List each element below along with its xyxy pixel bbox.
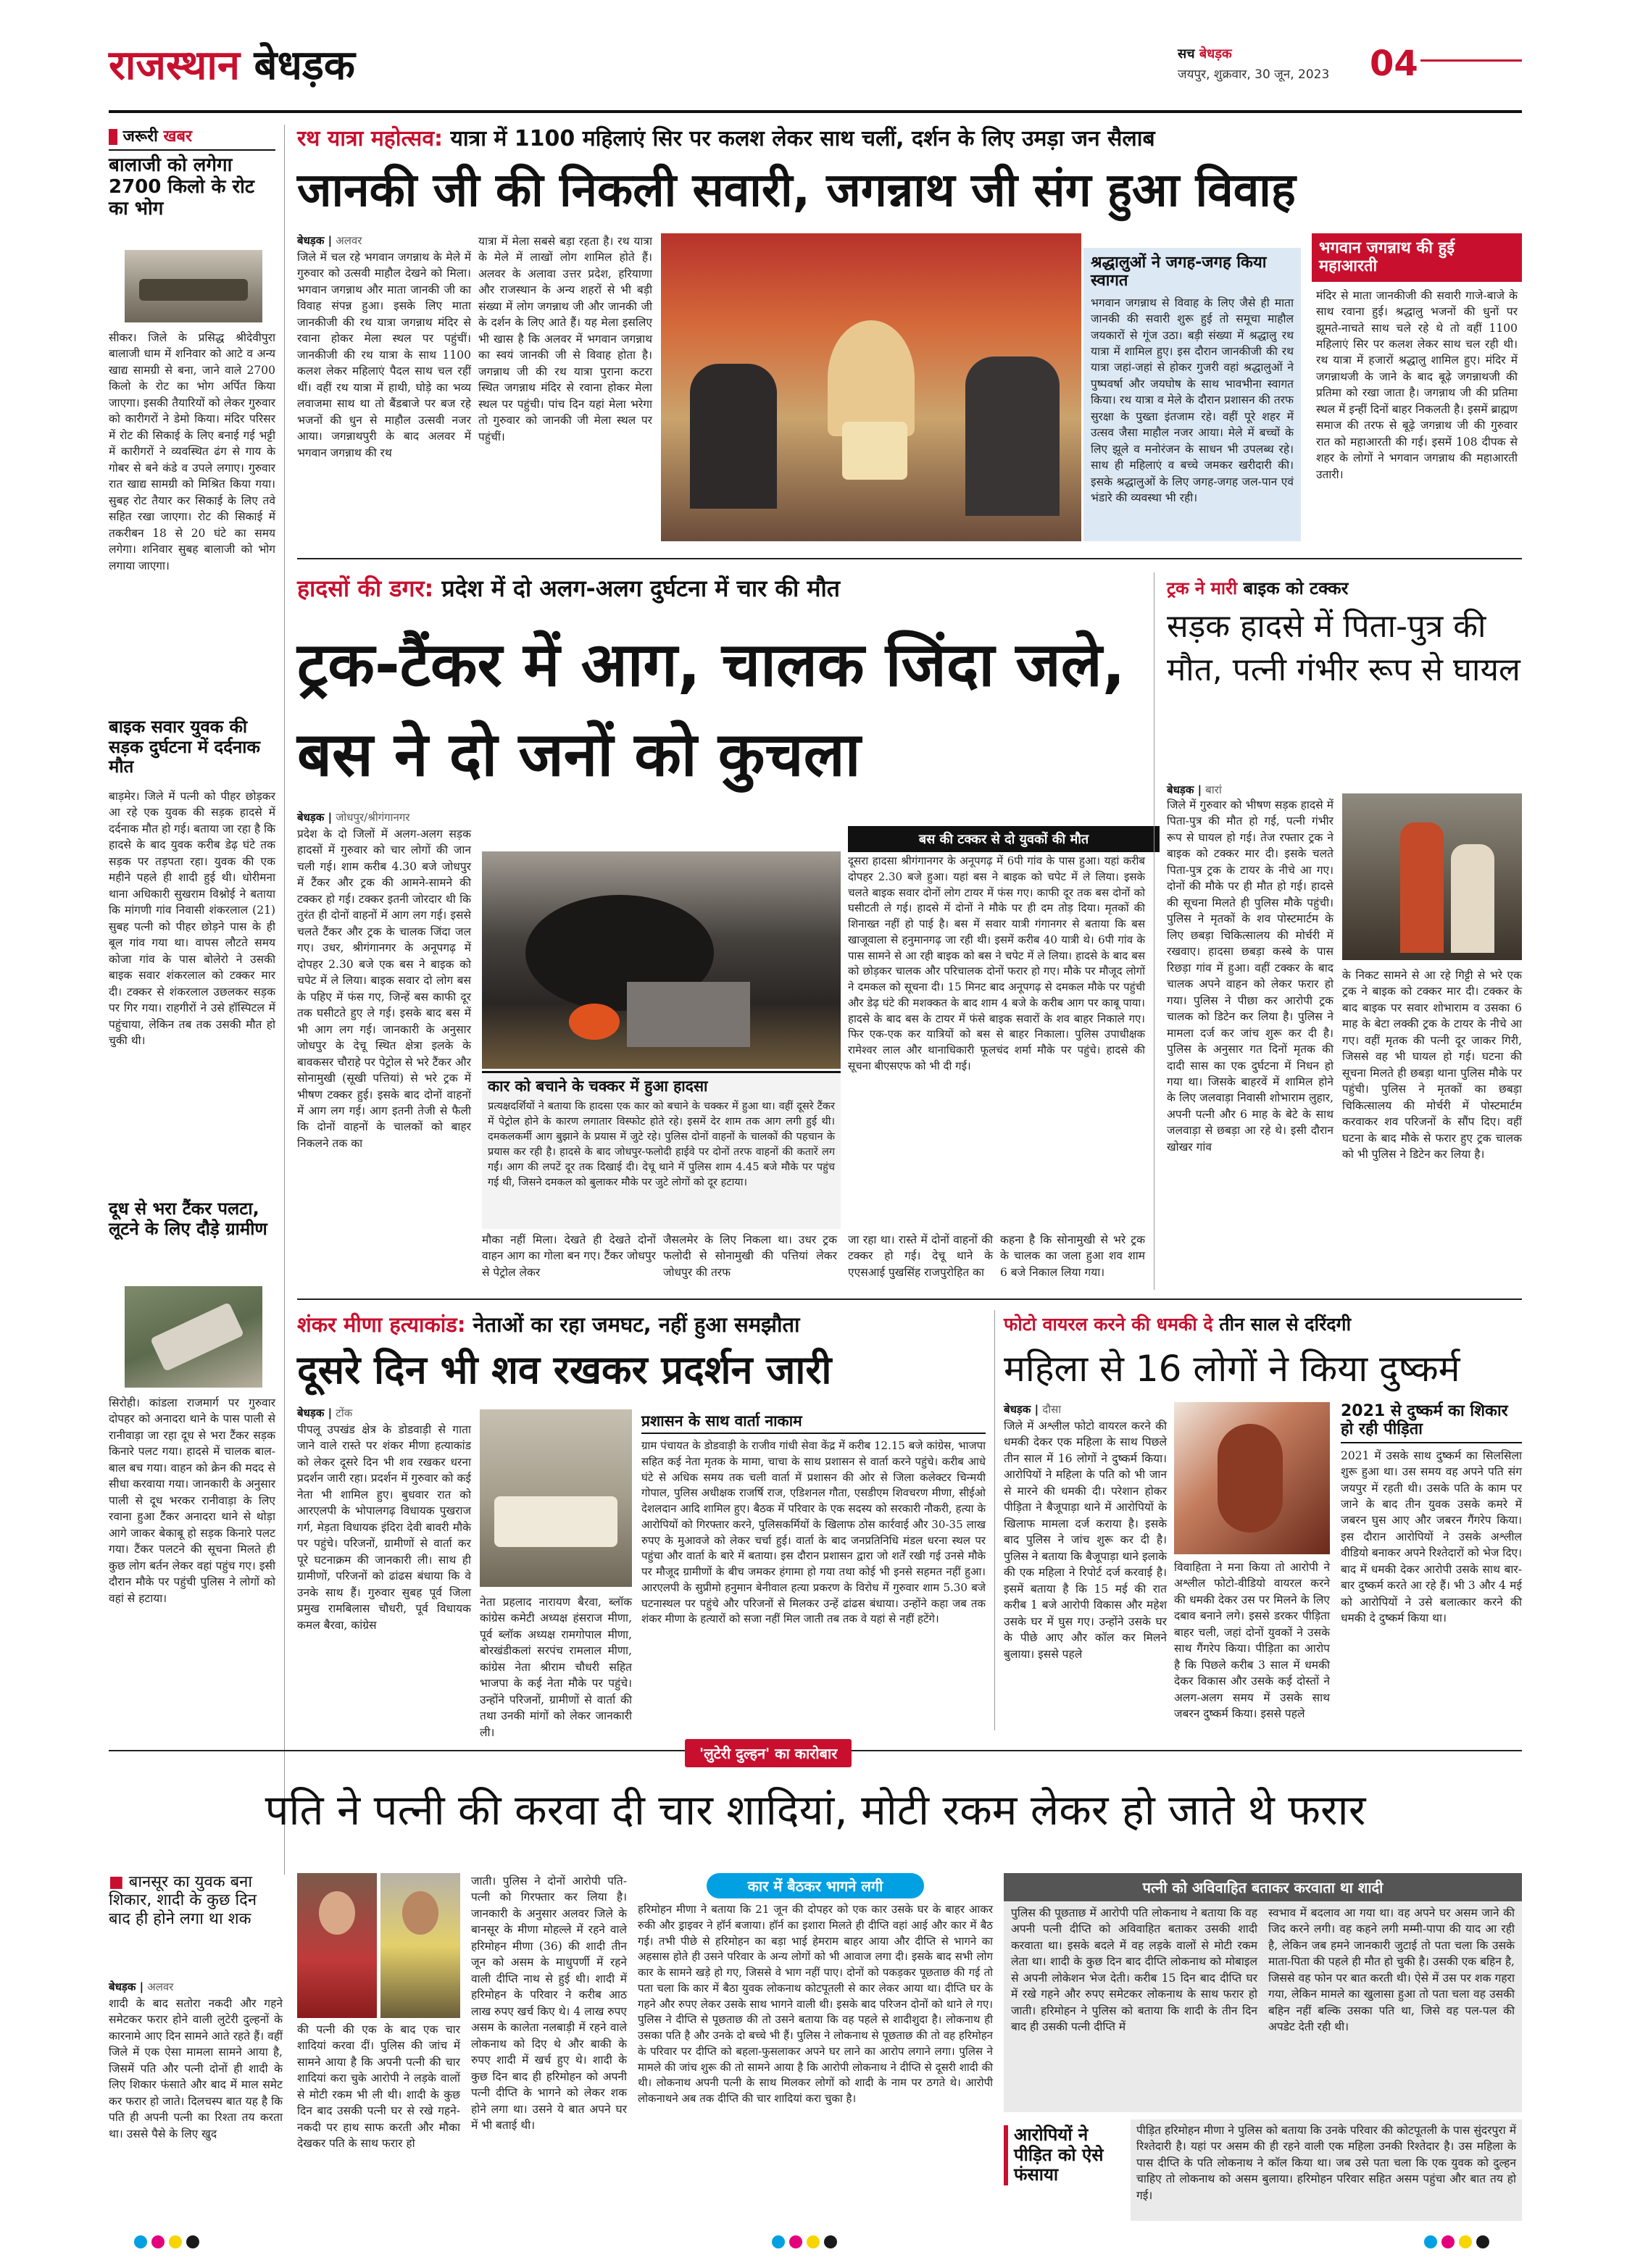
hadse-rule <box>297 1298 1522 1300</box>
shankar-kicker <box>297 1310 986 1338</box>
mahila-headline: महिला से 16 लोगों ने किया दुष्कर्म <box>1004 1348 1460 1390</box>
registration-dots-left <box>134 2235 204 2251</box>
rath-kicker-rest: यात्रा में 1100 महिलाएं सिर पर कलश लेकर साथ चलीं, दर्शन के लिए उमड़ा जन सैलाब <box>450 126 1155 151</box>
shankar-box-title: प्रशासन के साथ वार्ता नाकाम <box>641 1409 986 1434</box>
byline-location: दौसा <box>1042 1403 1062 1416</box>
yellow-dot-icon <box>807 2235 820 2248</box>
sidebar-story1-body: सीकर। जिले के प्रसिद्ध श्रीदेवीपुरा बालाजी धाम में शनिवार को आटे व अन्य खाद्य सामग्री से बना, जाने वाले 2700 किलो के रोट का भोग अर्पित किया जाएगा। इसकी तैयारियों को लेकर गुरुवार को कारीगरों ने डेमो किया। मंदिर परिसर में रोट की सिकाई के लिए बनाई गई भट्टी में कारीगरों ने व्यवस्थित ढंग से गाय के गोबर से बने कंडे व उपले लगाए। गुरुवार रात खाद्य सामग्री को मिश्रित किया गया। सुबह रोट तैयार कर सिकाई के लिए तवे सहित रखा जाएगा। रोट की सिकाई में तकरीबन 18 से 20 घंटे का समय लगेगा। शनिवार सुबह बालाजी को भोग लगाया जाएगा। <box>109 331 275 572</box>
shankar-col1: पीपलू उपखंड क्षेत्र के डोडवाड़ी से गाता जाने वाले रास्ते पर शंकर मीणा हत्याकांड को लेकर दूसरे दिन भी शव रखकर धरना प्रदर्शन जारी रहा। प्रदर्शन में गुरुवार को कई नेता भी शामिल हुए। बुधवार रात को आरएलपी के भोपालगढ़ विधायक पुखराज गर्ग, मेड़ता विधायक इंदिरा देवी बावरी मौके पर पहुंचे। परिजनों, ग्रामीणों से वार्ता कर पूरे घटनाक्रम की जानकारी ली। साथ ही ग्रामीणों, परिजनों को ढांढस बंधाया कि वे उनके साथ हैं। गुरुवार सुबह पूर्व जिला प्रमुख रामबिलास चौधरी, पूर्व विधायक कमल बैरवा, कांग्रेस <box>297 1423 471 1632</box>
truck-photo <box>1342 793 1522 960</box>
tagline-brand: बेधड़क <box>1199 46 1232 62</box>
sidebar-story1-headline: बालाजी को लगेगा 2700 किलो के रोट का भोग <box>109 154 255 220</box>
tagline-prefix: सच <box>1178 46 1195 62</box>
hadse-col-right: दूसरा हादसा श्रीगंगानगर के अनूपगढ़ में 6पी गांव के पास हुआ। यहां करीब दोपहर 2.30 बजे हुआ। यहां बस ने बाइक को चपेट में ले लिया। इसके चलते बाइक सवार दोनों लोग टायर में फंस गए। काफी दूर तक बस दोनों को घसीटती ले गई। हादसे में दोनों ने मौके पर ही दम तोड़ दिया। मृतकों की शिनाख्त नहीं हो पाई है। बस में सवार यात्री गंगानगर से बताया कि बस खाजूवाला से हनुमानगढ़ जा रही थी। इसमें करीब 40 यात्री थे। 6पी गांव के पास सामने से आ रही बाइक को बस ने चपेट में ले लिया। हादसे के बाद बस को छोड़कर चालक और परिचालक दोनों फरार हो गए। मौके पर मौजूद लोगों ने दमकल को सूचना दी। 15 मिनट बाद अनूपगढ़ से दमकल मौके पर पहुंची और डेढ़ घंटे की मशक्कत के बाद शाम 4 बजे के करीब आग पर काबू पाया। हादसे के बाद बस के टायर में फंसे बाइक सवारों के शव बाहर निकाले गए। फिर एक-एक कर यात्रियों को बस से बाहर निकाला। पुलिस उपाधीक्षक रामेश्वर लाल और थानाधिकारी फूलचंद शर्मा मौके पर पहुंचे। हादसे की सूचना बीएसएफ को भी दी गई। <box>848 854 1145 1072</box>
byline-name: बेधड़क <box>1004 1403 1031 1416</box>
masthead-rule <box>109 110 1522 113</box>
rath-box1 <box>1083 248 1301 541</box>
byline-location: अलवर <box>147 1980 174 1993</box>
byline-location: जोधपुर/श्रीगंगानगर <box>336 811 410 824</box>
hadse-kicker <box>297 572 1145 604</box>
sidebar-story2-headline: बाइक सवार युवक की सड़क दुर्घटना में दर्दनाक मौत <box>109 717 260 777</box>
dulhan-photo-bride <box>297 1873 377 2018</box>
sidebar-story2-body: बाड़मेर। जिले में पत्नी को पीहर छोड़कर आ रहे एक युवक की सड़क हादसे में दर्दनाक मौत हो गई। बताया जा रहा है कि हादसे के बाद युवक करीब डेढ़ घंटे तक सड़क पर तड़पता रहा। युवक की एक महीने पहले ही शादी हुई थी। धोरीमना थाना अधिकारी सुखराम विश्नोई ने बताया कि मांगणी गांव निवासी शंकरलाल (21) सुबह पत्नी को पीहर छोड़ने पास के ही बूल गांव गया था। वापस लौटते समय कोजा गांव के पास बोलेरो ने उसकी बाइक सवार शंकरलाल को टक्कर मार दी। टक्कर से शंकरलाल उछलकर सड़क पर गिर गया। राहगीरों ने उसे हॉस्पिटल में पहुंचाया, लेकिन तब तक उसकी मौत हो चुकी थी। <box>109 790 275 1048</box>
sidebar-story3-body: सिरोही। कांडला राजमार्ग पर गुरुवार दोपहर को अनादरा थाने के पास पाली से रानीवाड़ा जा रहा दूध से भरा टैंकर सड़क किनारे पलट गया। हादसे में चालक बाल-बाल बच गया। वाहन को क्रेन की मदद से सीधा करवाया गया। जानकारी के अनुसार पाली से दूध भरकर रानीवाड़ा के लिए रवाना हुआ टैंकर अनादरा थाने से थोड़ा आगे जाकर बेकाबू हो सड़क किनारे पलट गया। टैंकर पलटने की सूचना मिलते ही कुछ लोग बर्तन लेकर वहां पहुंच गए। इसी दौरान मौके पर पहुंची पुलिस ने लोगों को वहां से हटाया। <box>109 1396 275 1605</box>
rath-byline: बेधड़क | अलवर <box>297 234 362 247</box>
mahila-photo <box>1174 1402 1330 1554</box>
sidebar-story3-photo <box>125 1286 262 1388</box>
yellow-dot-icon <box>169 2235 182 2248</box>
registration-dots-center <box>772 2235 841 2251</box>
rath-headline: जानकी जी की निकली सवारी, जगन्नाथ जी संग हुआ विवाह <box>297 164 1296 217</box>
sidebar-header-a: जरूरी <box>122 128 158 146</box>
hadse-kicker-label: हादसों की डगर: <box>297 575 434 602</box>
mahila-box <box>1341 1402 1522 1732</box>
hadse-bottom3: जा रहा था। रास्ते में दोनों वाहनों की टक्कर हो गई। देचू थाने के एएसआई पुखसिंह राजपुरोहित का <box>848 1233 993 1279</box>
shankar-box-body: ग्राम पंचायत के डोडवाड़ी के राजीव गांधी सेवा केंद्र में करीब 12.15 बजे कांग्रेस, भाजपा सहित कई नेता मृतक के मामा, चाचा के साथ प्रशासन से वार्ता करने पहुंचे। करीब आधे घंटे से अधिक समय तक चली वार्ता में प्रशासन की ओर से जिला कलेक्टर चिन्मयी गोपाल, पुलिस अधीक्षक राजर्षि राज, एडिशनल गौता, एसडीएम शिवचरण मीणा, सीईओ देशलदान आदि शामिल हुए। बैठक में परिवार के एक सदस्य को सरकारी नौकरी, हत्या के आरोपियों को गिरफ्तार करने, पुलिसकर्मियों के खिलाफ ठोस कार्रवाई और 30-35 लाख रुपए के मुआवजे को लेकर चर्चा हुई। वार्ता के बाद जनप्रतिनिधि मंडल धरना स्थल पर पहुंचा और वार्ता के बारे में बताया। इस दौरान प्रशासन द्वारा जो शर्तें रखी गई उनसे मौके पर मौजूद ग्रामीणों के बीच जमकर हंगामा हो गया तथा कोई भी इनसे सहमत नहीं हुआ। आरएलपी के सुप्रीमो हनुमान बेनीवाल हत्या प्रकरण के विरोध में गुरुवार शाम 5.30 बजे घटनास्थल पर पहुंचे और परिजनों से मिलकर उन्हें ढांढस बंधाया। उन्होंने कहा जब तक शंकर मीणा के हत्यारों को सजा नहीं मिल जाती तब तक वे यहां से नहीं हटेंगे। <box>641 1439 986 1626</box>
cyan-dot-icon <box>134 2235 147 2248</box>
byline-name: बेधड़क <box>297 811 325 824</box>
dulhan-box2-col2: स्वभाव में बदलाव आ गया था। वह अपने घर असम जाने की जिद करने लगी। वह कहने लगी मम्मी-पापा की याद आ रही है, लेकिन जब हमने जानकारी जुटाई तो पता चला कि उसके माता-पिता की पहले ही मौत हो चुकी है। उसकी एक बहिन है, जिससे वह फोन पर बात करती थी। ऐसे में उस पर शक गहरा गया, लेकिन मामले का खुलासा हुआ तो पता चला वह उसकी बहिन नहीं बल्कि उसका पति था, जिसे वह पल-पल की अपडेट देती रही थी। <box>1268 1906 1515 2034</box>
rath-rule <box>297 558 1522 559</box>
hadse-inset-body: प्रत्यक्षदर्शियों ने बताया कि हादसा एक कार को बचाने के चक्कर में हुआ था। वहीं दूसरे टैंकर में पेट्रोल होने के कारण लगातार विस्फोट होते रहे। इसमें देर शाम तक आग लगी हुई थी। दमकलकर्मी आग बुझाने के प्रयास में जुटे रहे। पुलिस दोनों वाहनों के चालकों की पहचान के प्रयास कर रही है। हादसे के बाद जोधपुर-फलोदी हाईवे पर दोनों तरफ वाहनों की कतारें लग गईं। आग की लपटें दूर तक दिखाई दी। देचू थाने में पुलिस शाम 4.45 बजे मौके पर पहुंच गई थी, जिसने दमकल को बुलाकर मौके पर जुटे लोगों को दूर हटाया। <box>488 1101 835 1189</box>
dulhan-box2 <box>1004 1873 1522 2112</box>
masthead <box>109 41 1522 106</box>
shankar-kicker-rest: नेताओं का रहा जमघट, नहीं हुआ समझौता <box>473 1312 800 1337</box>
masthead-title <box>109 41 355 91</box>
dulhan-box3-body: पीड़ित हरिमोहन मीणा ने पुलिस को बताया कि उनके परिवार की कोटपूतली के पास सुंदरपुरा में रिश्तेदारी है। यहां पर असम की ही रहने वाली एक महिला उनकी रिश्तेदार है। उस महिला के पास दीप्ति के पति लोकनाथ ने कॉल किया था। जब उसे पता चला कि एक युवक को दुल्हन चाहिए तो लोकनाथ को असम बुलाया। हरिमोहन परिवार सहित असम पहुंचा और बात तय हो गई। <box>1131 2119 1522 2221</box>
mahila-box-title: 2021 से दुष्कर्म का शिकार हो रही पीड़िता <box>1341 1402 1522 1443</box>
mahila-byline: बेधड़क | दौसा <box>1004 1403 1062 1416</box>
dulhan-side-headline-text: बानसूर का युवक बना शिकार, शादी के कुछ दिन बाद ही होने लगा था शक <box>109 1873 257 1928</box>
shankar-box <box>641 1409 986 1732</box>
mahila-kicker-rest: तीन साल से दरिंदगी <box>1219 1314 1352 1335</box>
hadse-kicker-rest: प्रदेश में दो अलग-अलग दुर्घटना में चार की मौत <box>441 575 841 602</box>
black-dot-icon <box>1476 2235 1489 2248</box>
registration-dots-right <box>1424 2235 1494 2251</box>
dulhan-col2: की पत्नी की एक के बाद एक चार शादियां करवा दीं। पुलिस की जांच में सामने आया है कि अपनी पत्नी की चार शादियां करा चुके आरोपी ने लड़के वालों से मोटी रकम भी ली थी। शादी के कुछ दिन बाद उसकी पत्नी घर से रखे गहने-नकदी पर हाथ साफ करती और मौका देखकर पति के साथ फरार हो <box>297 2023 460 2151</box>
dulhan-col3: जाती। पुलिस ने दोनों आरोपी पति-पत्नी को गिरफ्तार कर लिया है। जानकारी के अनुसार अलवर जिले के बानसूर के मीणा मोहल्ले में रहने वाले हरिमोहन मीणा (36) की शादी तीन जून को असम के माधुपर्णी में रहने वाली दीप्ति नाथ से हुई थी। शादी में हरिमोहन के परिवार ने करीब आठ लाख रुपए खर्च किए थे। 4 लाख रुपए असम के कालेता नलबाड़ी में रहने वाले लोकनाथ को दिए थे और बाकी के रुपए शादी में खर्च हुए थे। शादी के कुछ दिन बाद ही हरिमोहन को अपनी पत्नी दीप्ति के भागने को लेकर शक होने लगा था। उसने ये बात अपने घर में भी बताई थी। <box>471 1875 627 2132</box>
pen-nib-icon <box>1420 59 1522 69</box>
dulhan-side-headline <box>109 1873 283 1928</box>
shankar-headline: दूसरे दिन भी शव रखकर प्रदर्शन जारी <box>297 1347 832 1393</box>
truck-kicker-rest: बाइक को टक्कर <box>1243 578 1349 599</box>
shankar-kicker-label: शंकर मीणा हत्याकांड: <box>297 1312 466 1337</box>
square-bullet-icon: ■ <box>109 1873 124 1891</box>
mahila-box-body: 2021 में उसके साथ दुष्कर्म का सिलसिला शुरू हुआ था। उस समय वह अपने पति संग जयपुर में रहती थी। उसके पति के काम पर जाने के बाद तीन युवक उसके कमरे में जबरन घुस आए और जबरन गैंगरेप किया। इस दौरान आरोपियों ने उसके अश्लील वीडियो बनाकर अपने रिश्तेदारों को भेज दिए। बाद में धमकी देकर आरोपी उसके साथ बार-बार दुष्कर्म करते आ रहे हैं। भी 3 और 4 मई को आरोपियों ने उसे बलात्कार करने की धमकी दे दुष्कर्म किया था। <box>1341 1448 1522 1625</box>
mahila-col2: विवाहिता ने मना किया तो आरोपी ने अश्लील फोटो-वीडियो वायरल करने की धमकी देकर उस पर मिलने के लिए दबाव बनाने लगे। इससे डरकर पीड़िता बाहर चली, जहां दोनों युवकों ने उसके साथ गैंगरेप किया। पीड़िता का आरोप है कि पिछले करीब 3 साल में धमकी देकर विकास और उसके कई दोस्तों ने अलग-अलग समय में उसके साथ जबरन दुष्कर्म किया। इससे पहले <box>1174 1561 1330 1721</box>
shankar-col2: नेता प्रहलाद नारायण बैरवा, ब्लॉक कांग्रेस कमेटी अध्यक्ष हंसराज मीणा, पूर्व ब्लॉक अध्यक्ष रामगोपाल मीणा, बोरखंडीकलां सरपंच रामलाल मीणा, कांग्रेस नेता श्रीराम चौधरी सहित भाजपा के कई नेता मौके पर पहुंचे। उन्होंने परिजनों, ग्रामीणों से वार्ता की तथा उनकी मांगों को लेकर जानकारी ली। <box>480 1596 632 1739</box>
hadse-photo <box>482 851 841 1069</box>
byline-name: बेधड़क <box>297 1406 325 1419</box>
sidebar-header-marker <box>109 129 117 145</box>
sidebar-header-b: खबर <box>163 128 193 146</box>
dulhan-box2-col1: पुलिस की पूछताछ में आरोपी पति लोकनाथ ने बताया कि वह अपनी पत्नी दीप्ति को अविवाहित बताकर उसकी शादी करवाता था। इसके बदले में वह लड़के वालों से मोटी रकम लेता था। शादी के कुछ दिन बाद दीप्ति लोकनाथ को मोबाइल से अपनी लोकेशन भेज देती। करीब 15 दिन बाद दीप्ति घर में रखे गहने और रुपए समेटकर लोकनाथ के साथ फरार हो जाती। हरिमोहन ने पुलिस को बताया कि शादी के तीन दिन बाद ही उसकी पत्नी दीप्ति में <box>1011 1906 1257 2034</box>
rath-box1-title: श्रद्धालुओं ने जगह-जगह किया स्वागत <box>1091 254 1267 291</box>
shankar-divider <box>994 1310 995 1730</box>
dulhan-box3 <box>1004 2119 1522 2221</box>
hadse-inset-title: कार को बचाने के चक्कर में हुआ हादसा <box>488 1077 708 1095</box>
magenta-dot-icon <box>1441 2235 1455 2248</box>
yellow-dot-icon <box>1459 2235 1472 2248</box>
hadse-byline: बेधड़क | जोधपुर/श्रीगंगानगर <box>297 811 410 824</box>
hadse-photo-caption: बस की टक्कर से दो युवकों की मौत <box>848 826 1160 852</box>
rath-box1-body: भगवान जगन्नाथ से विवाह के लिए जैसे ही माता जानकी की सवारी शुरू हुई तो समूचा माहौल जयकारों से गूंज उठा। बड़ी संख्या में श्रद्धालु रथ यात्रा में शामिल हुए। इस दौरान जानकीजी की रथ यात्रा जहां-जहां से होकर गुजरी वहां श्रद्धालुओं ने पुष्पवर्षा और जयघोष के साथ भावभीना स्वागत किया। रथ यात्रा व मेले के दौरान प्रशासन की तरफ सुरक्षा के पुख्ता इंतजाम रहे। वहीं पूरे शहर में उत्सव जैसा माहौल नजर आया। मेले में बच्चों के लिए झूले व मनोरंजन के साधन भी उपलब्ध रहे। साथ ही महिलाएं व बच्चे जमकर खरीदारी की। इसके श्रद्धालुओं के लिए जगह-जगह जल-पान एवं भंडारे की व्यवस्था भी रही। <box>1091 296 1294 505</box>
cyan-dot-icon <box>1424 2235 1437 2248</box>
black-dot-icon <box>824 2235 837 2248</box>
hadse-inset <box>482 1071 841 1229</box>
rath-box2-title: भगवान जगन्नाथ की हुई महाआरती <box>1312 233 1522 282</box>
sidebar-divider <box>284 125 285 1875</box>
dateline: जयपुर, शुक्रवार, 30 जून, 2023 <box>1178 67 1330 82</box>
dulhan-box2-title: पत्नी को अविवाहित बताकर करवाता था शादी <box>1004 1873 1522 1901</box>
byline-name: बेधड़क <box>297 234 325 247</box>
hadse-bottom4: कहना है कि सोनामुखी से भरे ट्रक के चालक का जला हुआ शव शाम 6 बजे निकाल लिया गया। <box>1000 1233 1145 1279</box>
magenta-dot-icon <box>789 2235 802 2248</box>
page-number: 04 <box>1370 43 1418 84</box>
cyan-dot-icon <box>772 2235 785 2248</box>
black-dot-icon <box>186 2235 199 2248</box>
masthead-title-part1: राजस्थान <box>109 42 240 89</box>
dulhan-headline: पति ने पत्नी की करवा दी चार शादियां, मोटी रकम लेकर हो जाते थे फरार <box>265 1785 1366 1835</box>
magenta-dot-icon <box>151 2235 165 2248</box>
hadse-bottom2: जैसलमेर के लिए निकला था। उधर ट्रक फलोदी से सोनामुखी की पत्तियां लेकर जोधपुर की तरफ <box>663 1233 837 1279</box>
truck-headline: सड़क हादसे में पिता-पुत्र की मौत, पत्नी गंभीर रूप से घायल <box>1167 608 1520 688</box>
dulhan-col1: शादी के बाद सतोरा नकदी और गहने समेटकर फरार होने वाली लुटेरी दुल्हनों के कारनामे आए दिन सामने आते रहते हैं। वहीं जिले में एक ऐसा मामला सामने आया है, जिसमें पति और पत्नी दोनों ही शादी के लिए शिकार फंसाते और बाद में माल समेट कर फरार हो जाते। दिलचस्प बात यह है कि पति ही अपनी पत्नी का रिश्ता तय करता था। उससे पैसे के लिए खुद <box>109 1997 283 2140</box>
sidebar-story1-photo <box>125 250 262 322</box>
mahila-kicker-label: फोटो वायरल करने की धमकी दे <box>1004 1314 1213 1335</box>
truck-col-top: जिले में गुरुवार को भीषण सड़क हादसे में पिता-पुत्र की मौत हो गई, पत्नी गंभीर रूप से घायल हो गई। तेज रफ्तार ट्रक ने बाइक को टक्कर मार दी। इसके चलते पिता-पुत्र ट्रक के टायर के नीचे आ गए। दोनों की मौके पर ही मौत हो गई। हादसे की सूचना मिलते ही पुलिस मौके पहुंची। पुलिस ने मृतकों के शव पोस्टमार्टम के लिए छबड़ा चिकित्सालय की मोर्चरी में रखवाए। हादसा छबड़ा कस्बे के पास रिछड़ा गांव में हुआ। वहीं टक्कर के बाद चालक अपने वाहन को लेकर फरार हो गया। पुलिस ने पीछा कर आरोपी ट्रक चालक को डिटेन कर लिया है। पुलिस ने मामला दर्ज कर जांच शुरू कर दी है। पुलिस के अनुसार गत दिनों मृतक की दादी सास का एक दुर्घटना में निधन हो गया था। जिसके बाहरवें में शामिल होने के लिए जलवाड़ा निवासी शोभाराम लुहार, अपनी पत्नी और 6 माह के बेटे के साथ जलवाड़ा से छबड़ा आ रहे थे। इसी दौरान खोखर गांव <box>1167 799 1333 1154</box>
dulhan-box <box>638 1873 993 2221</box>
dulhan-box-body: हरिमोहन मीणा ने बताया कि 21 जून की दोपहर को एक कार उसके घर के बाहर आकर रुकी और ड्राइवर ने हॉर्न बजाया। हॉर्न का इशारा मिलते ही दीप्ति वहां आई और कार में बैठ गई। तभी पीछे से हरिमोहन का बड़ा भाई हेमराम बाहर आया और दीप्ति से भागने का अहसास होते ही उसने परिवार के अन्य लोगों को भी आवाज लगा दी। इसके बाद सभी लोग कार के सामने खड़े हो गए, जिससे वे भाग नहीं पाए। दोनों को पकड़कर पूछताछ की गई तो पता चला कि कार में बैठा युवक लोकनाथ कोटपूतली से कार लेकर आया था। दीप्ति घर के गहने और रुपए लेकर उसके साथ भागने वाली थी। इसके बाद परिजन दोनों को थाने ले गए। पुलिस ने दीप्ति से पूछताछ की तो उसने बताया कि वह पहले से शादीशुदा है। लोकनाथ ही उसका पति है और उनके दो बच्चे भी हैं। पुलिस ने लोकनाथ से पूछताछ की तो वह हरिमोहन के परिवार पर दीप्ति को बहला-फुसलाकर अपने घर लाने का आरोप लगाने लगा। पुलिस ने मामले की जांच शुरू की तो सामने आया है कि आरोपी लोकनाथ ने दीप्ति से दूसरी शादी की थी। लोकनाथ अपनी पत्नी के साथ मिलकर लोगों को शादी के नाम पर ठगते थे। आरोपी लोकनाथने अब तक दीप्ति की चार शादियां करा चुका है। <box>638 1903 993 2105</box>
dulhan-photo-groom <box>380 1873 460 2018</box>
sidebar-header <box>109 125 275 151</box>
truck-byline: बेधड़क | बारां <box>1167 783 1222 796</box>
dulhan-box3-title: आरोपियों ने पीड़ित को ऐसे फंसाया <box>1004 2125 1123 2185</box>
hadse-headline: ट्रक-टैंकर में आग, चालक जिंदा जले, बस ने दो जनों को कुचला <box>297 629 1125 790</box>
rath-box2-body: मंदिर से माता जानकीजी की सवारी गाजे-बाजे के साथ रवाना हुई। श्रद्धालु भजनों की धुनों पर झूमते-नाचते साथ चले रहे थे तो वहीं 1100 महिलाएं सिर पर कलश लेकर साथ चल रही थी। रथ यात्रा में हजारों श्रद्धालु शामिल हुए। मंदिर में जगन्नाथजी के जाने के बाद बूढ़े जगन्नाथजी की प्रतिमा को रखा जाता है। जगन्नाथ जी की प्रतिमा स्थल में इन्हीं दिनों बाहर निकलती है। इसमें ब्राह्मण समाज की तरफ से बूढ़े जगन्नाथ जी की गुरुवार रात को महाआरती की गई। इसमें 108 दीपक से शहर के लोगों ने भगवान जगन्नाथ की महाआरती उतारी। <box>1316 288 1518 481</box>
dulhan-byline: बेधड़क | अलवर <box>109 1980 174 1993</box>
dulhan-box-title: कार में बैठकर भागने लगी <box>707 1873 924 1898</box>
byline-name: बेधड़क <box>1167 783 1194 796</box>
rath-photo <box>661 233 1081 541</box>
byline-name: बेधड़क <box>109 1980 136 1993</box>
rath-col1: जिले में चल रहे भगवान जगन्नाथ के मेले में गुरुवार को उत्सवी माहौल देखने को मिला। भगवान जगन्नाथ और माता जानकी जी का विवाह संपन्न हुआ। इसके लिए माता जानकीजी की रथ यात्रा जगन्नाथ मंदिर से रवाना होकर मेला स्थल पर पहुंचीं। जानकीजी की रथ यात्रा के साथ 1100 कलश लेकर महिलाएं पैदल साथ चल रहीं थीं। वहीं रथ यात्रा में हाथी, घोड़े का भव्य लवाजमा साथ था तो बैंडबाजे पर बज रहे भजनों की धुन से माहौल उत्सवी नजर आया। जगन्नाथपुरी के बाद अलवर में भगवान जगन्नाथ की रथ <box>297 251 471 459</box>
mahila-kicker <box>1004 1312 1522 1336</box>
truck-kicker <box>1167 576 1522 600</box>
byline-location: टोंक <box>336 1406 353 1419</box>
sidebar-story3-headline: दूध से भरा टैंकर पलटा, लूटने के लिए दौड़े ग्रामीण <box>109 1198 267 1239</box>
byline-location: अलवर <box>336 234 362 247</box>
mahila-col1: जिले में अश्लील फोटो वायरल करने की धमकी देकर एक महिला के साथ पिछले तीन साल में 16 लोगों ने दुष्कर्म किया। आरोपियों ने महिला के पति को भी जान से मारने की धमकी दी। परेशान होकर पीड़िता ने बैजूपाड़ा थाने में आरोपियों के खिलाफ मामला दर्ज कराया है। इसके बाद पुलिस ने जांच शुरू कर दी है। पुलिस ने बताया कि बैजूपाड़ा थाने इलाके की एक महिला ने रिपोर्ट दर्ज करवाई है। इसमें बताया है कि 15 मई की रात करीब 1 बजे आरोपी विकास और महेश उसके घर में घुस गए। उन्होंने उसके घर के पीछे आए और कॉल कर मिलने बुलाया। इससे पहले <box>1004 1419 1167 1661</box>
hadse-bottom1: मौका नहीं मिला। देखते ही देखते दोनों वाहन आग का गोला बन गए। टैंकर जोधपुर से पेट्रोल लेकर <box>482 1233 656 1279</box>
truck-col-right: के निकट सामने से आ रहे गिट्टी से भरे एक ट्रक ने बाइक को टक्कर मार दी। टक्कर के बाद बाइक पर सवार शोभाराम व उसका 6 माह के बेटा लक्की ट्रक के टायर के नीचे आ गए। वहीं मृतक की पत्नी दूर जाकर गिरी, जिससे वह भी घायल हो गई। घटना की सूचना मिलते ही छबड़ा थाना पुलिस मौके पर पहुंची। पुलिस ने मृतकों का छबड़ा चिकित्सालय की मोर्चरी में पोस्टमार्टम करवाकर शव परिजनों के सौंप दिए। वहीं घटना के बाद मौके से फरार हुए ट्रक चालक को भी पुलिस ने डिटेन कर लिया है। <box>1342 969 1522 1162</box>
masthead-tagline <box>1178 45 1232 62</box>
rath-box2 <box>1312 233 1522 541</box>
shankar-photo <box>480 1409 632 1587</box>
shankar-byline: बेधड़क | टोंक <box>297 1406 353 1419</box>
hadse-col1: प्रदेश के दो जिलों में अलग-अलग सड़क हादसों में गुरुवार को चार लोगों की जान चली गई। शाम करीब 4.30 बजे जोधपुर में टैंकर और ट्रक की आमने-सामने की टक्कर हो गई। टक्कर इतनी जोरदार थी कि तुरंत ही दोनों वाहनों में आग लग गई। इससे चलते टैंकर और ट्रक के चालक जिंदा जल गए। उधर, श्रीगंगानगर के अनूपगढ़ में दोपहर 2.30 बजे एक बस ने बाइक को चपेट में ले लिया। बाइक सवार दो लोग बस के पहिए में फंस गए, जिन्हें बस काफी दूर तक घसीटते हुए ले गई। इसके बाद बस में भी आग लग गई। जानकारी के अनुसार जोधपुर के देचू स्थित क्षेत्रा इलके के बावकसर चौराहे पर पेट्रोल से भरे टैंकर और सोनामुखी (सूखी पत्तियां) से भरे ट्रक में भीषण टक्कर हुई। इसके बाद दोनों वाहनों में आग लग गई। आग इतनी तेजी से फैली कि दोनों वाहनों के चालकों को बाहर निकलने तक का <box>297 827 471 1150</box>
byline-location: बारां <box>1205 783 1222 796</box>
dulhan-tag: 'लुटेरी दुल्हन' का कारोबार <box>685 1739 852 1767</box>
rath-kicker <box>297 125 1522 154</box>
rath-col2: यात्रा में मेला सबसे बड़ा रहता है। रथ यात्रा के मेले में लाखों लोग शामिल होते हैं। अलवर के अलावा उत्तर प्रदेश, हरियाणा और राजस्थान के अन्य शहरों से भी बड़ी संख्या में लोग जगन्नाथ जी और जानकी जी के दर्शन के लिए आते हैं। यह मेला इसलिए भी खास है कि अलवर में भगवान जगन्नाथ का स्वयं जानकी जी से विवाह होता है। जगन्नाथ जी की रथ यात्रा पुराना कटरा स्थित जगन्नाथ मंदिर से रवाना होकर मेला स्थल पर पहुंची। पांच दिन यहां मेला भरेगा तो गुरुवार को जानकी जी मेला स्थल पर पहुंचीं। <box>478 235 652 443</box>
rath-kicker-label: रथ यात्रा महोत्सव: <box>297 126 444 151</box>
masthead-title-part2: बेधड़क <box>254 42 355 89</box>
truck-kicker-label: ट्रक ने मारी <box>1167 578 1238 599</box>
